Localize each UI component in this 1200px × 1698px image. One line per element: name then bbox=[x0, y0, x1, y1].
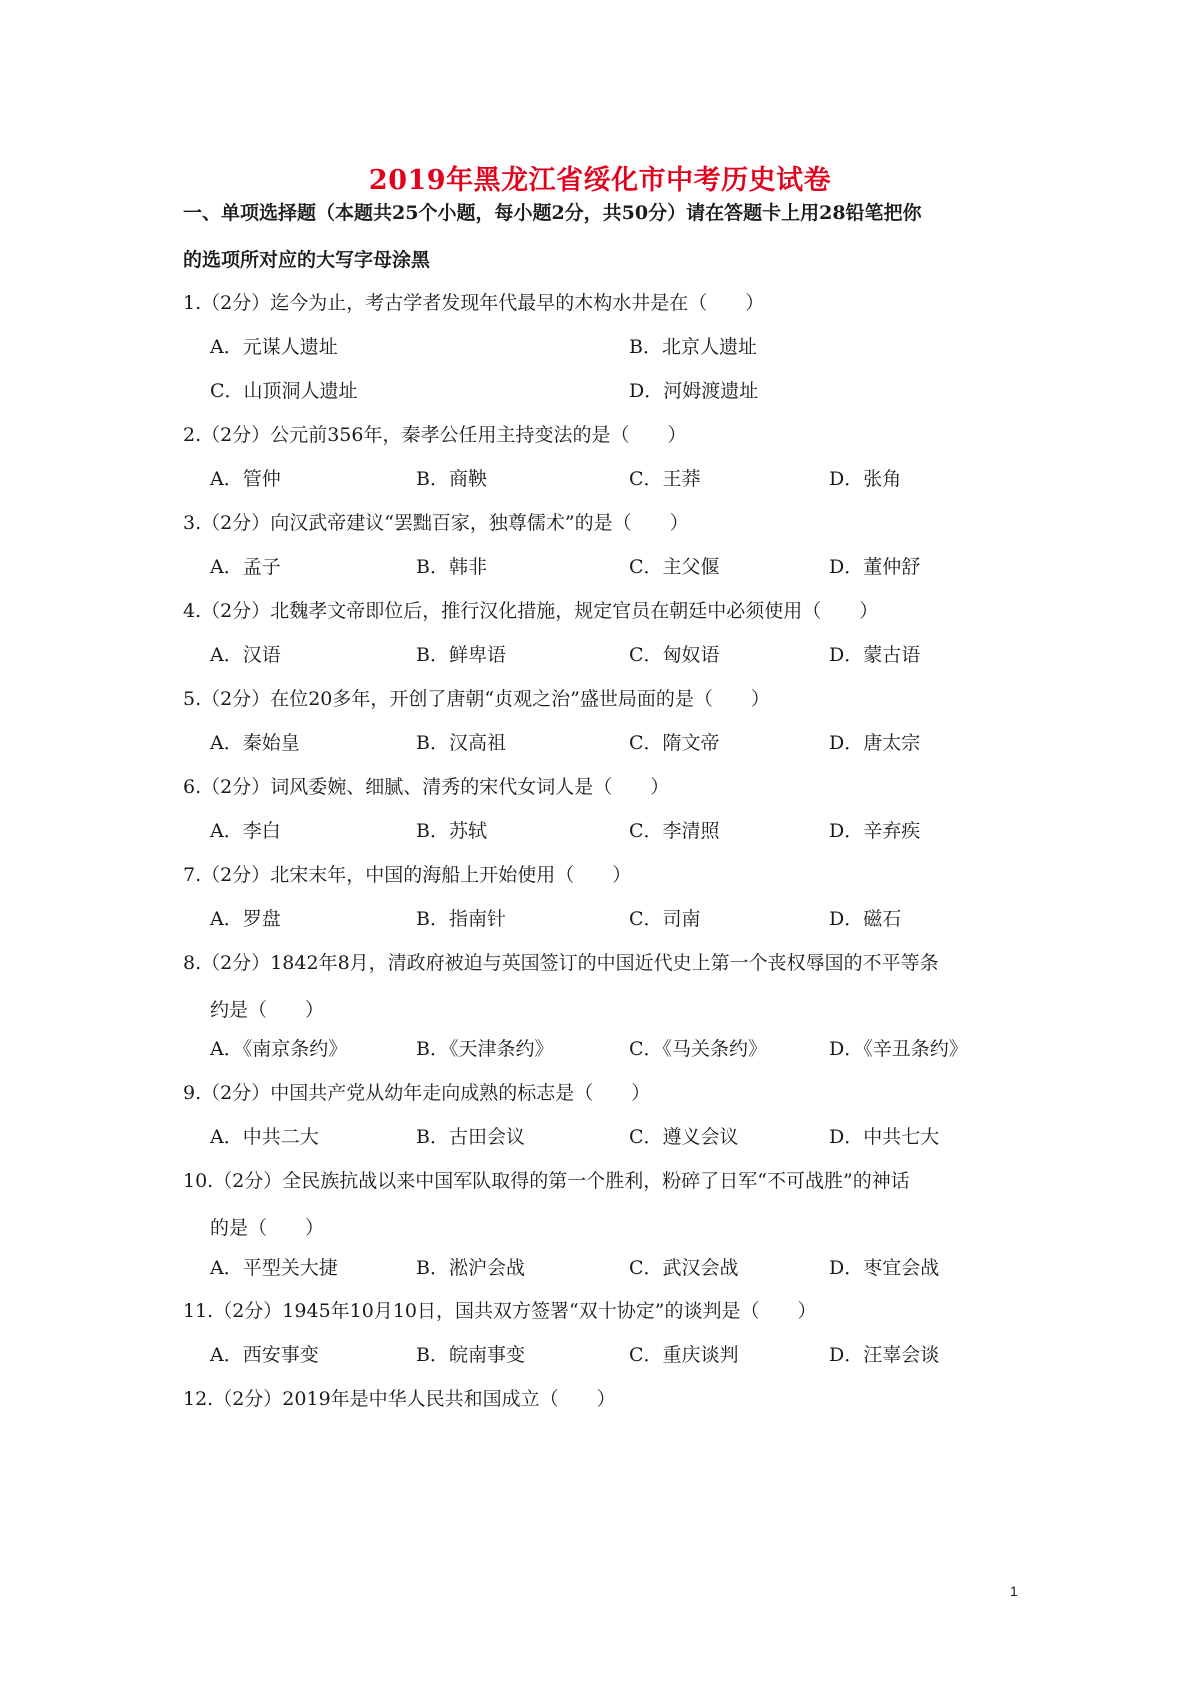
question-text: 11.（2分）1945年10月10日，国共双方签署“双十协定”的谈判是（ ） bbox=[183, 1300, 817, 1322]
option-b: B．淞沪会战 bbox=[416, 1257, 525, 1279]
question-text: 12.（2分）2019年是中华人民共和国成立（ ） bbox=[183, 1388, 616, 1410]
option-c: C．司南 bbox=[629, 908, 701, 930]
question-2 bbox=[183, 412, 1028, 459]
option-a: A．孟子 bbox=[210, 556, 281, 578]
section-heading-line1: 一、单项选择题（本题共25个小题，每小题2分，共50分）请在答题卡上用28铅笔把你 bbox=[183, 202, 922, 224]
question-9 bbox=[183, 1070, 1028, 1117]
option-a: A．管仲 bbox=[210, 468, 281, 490]
option-b: B．商鞅 bbox=[416, 468, 487, 490]
options-10 bbox=[210, 1245, 1030, 1292]
question-12 bbox=[183, 1376, 1028, 1423]
question-text: 8.（2分）1842年8月，清政府被迫与英国签订的中国近代史上第一个丧权辱国的不平等条 bbox=[183, 952, 939, 974]
option-a: A．中共二大 bbox=[210, 1126, 319, 1148]
option-b: B．皖南事变 bbox=[416, 1344, 525, 1366]
option-b: B．古田会议 bbox=[416, 1126, 525, 1148]
option-d: D．董仲舒 bbox=[829, 556, 921, 578]
options-6 bbox=[210, 808, 1030, 855]
section-heading bbox=[183, 190, 1023, 284]
options-7 bbox=[210, 896, 1030, 943]
option-c: C．武汉会战 bbox=[629, 1257, 739, 1279]
question-text: 7.（2分）北宋末年，中国的海船上开始使用（ ） bbox=[183, 864, 632, 886]
option-c: C．《马关条约》 bbox=[629, 1038, 768, 1060]
options-11 bbox=[210, 1332, 1030, 1379]
options-3 bbox=[210, 544, 1030, 591]
question-text: 5.（2分）在位20多年，开创了唐朝“贞观之治”盛世局面的是（ ） bbox=[183, 688, 770, 710]
page-number: 1 bbox=[1010, 1583, 1018, 1599]
question-text-continued: 的是（ ） bbox=[210, 1217, 325, 1239]
option-a: A．李白 bbox=[210, 820, 281, 842]
option-b: B．汉高祖 bbox=[416, 732, 506, 754]
option-d: D．河姆渡遗址 bbox=[629, 380, 759, 402]
section-heading-line2: 的选项所对应的大写字母涂黑 bbox=[183, 249, 431, 271]
options-9 bbox=[210, 1114, 1030, 1161]
option-a: A．秦始皇 bbox=[210, 732, 300, 754]
option-c: C．遵义会议 bbox=[629, 1126, 739, 1148]
question-4 bbox=[183, 588, 1028, 635]
option-d: D．唐太宗 bbox=[829, 732, 921, 754]
option-d: D．辛弃疾 bbox=[829, 820, 921, 842]
question-text: 10.（2分）全民族抗战以来中国军队取得的第一个胜利，粉碎了日军“不可战胜”的神话 bbox=[183, 1170, 910, 1192]
option-d: D．张角 bbox=[829, 468, 902, 490]
option-d: D．中共七大 bbox=[829, 1126, 940, 1148]
option-a: A．平型关大捷 bbox=[210, 1257, 338, 1279]
page-title: 2019年黑龙江省绥化市中考历史试卷 bbox=[368, 165, 832, 196]
question-11 bbox=[183, 1288, 1028, 1335]
option-b: B．苏轼 bbox=[416, 820, 487, 842]
option-d: D．《辛丑条约》 bbox=[829, 1038, 968, 1060]
option-b: B．鲜卑语 bbox=[416, 644, 506, 666]
option-d: D．磁石 bbox=[829, 908, 902, 930]
options-1-row1 bbox=[210, 324, 1030, 371]
option-c: C．隋文帝 bbox=[629, 732, 720, 754]
option-b: B．指南针 bbox=[416, 908, 506, 930]
option-a: A．罗盘 bbox=[210, 908, 281, 930]
question-text-continued: 约是（ ） bbox=[210, 999, 325, 1021]
option-c: C．山顶洞人遗址 bbox=[210, 380, 358, 402]
question-7 bbox=[183, 852, 1028, 899]
option-c: C．主父偃 bbox=[629, 556, 720, 578]
question-text: 4.（2分）北魏孝文帝即位后，推行汉化措施，规定官员在朝廷中必须使用（ ） bbox=[183, 600, 879, 622]
options-2 bbox=[210, 456, 1030, 503]
option-c: C．王莽 bbox=[629, 468, 701, 490]
option-c: C．李清照 bbox=[629, 820, 720, 842]
option-d: D．蒙古语 bbox=[829, 644, 921, 666]
option-a: A．汉语 bbox=[210, 644, 281, 666]
option-a: A．西安事变 bbox=[210, 1344, 319, 1366]
options-1-row2 bbox=[210, 368, 1030, 415]
question-text: 2.（2分）公元前356年，秦孝公任用主持变法的是（ ） bbox=[183, 424, 687, 446]
question-10 bbox=[183, 1158, 1028, 1252]
option-d: D．汪辜会谈 bbox=[829, 1344, 940, 1366]
question-6 bbox=[183, 764, 1028, 811]
question-text: 3.（2分）向汉武帝建议“罢黜百家，独尊儒术”的是（ ） bbox=[183, 512, 689, 534]
options-8 bbox=[210, 1026, 1030, 1073]
options-5 bbox=[210, 720, 1030, 767]
question-text: 6.（2分）词风委婉、细腻、清秀的宋代女词人是（ ） bbox=[183, 776, 670, 798]
question-text: 9.（2分）中国共产党从幼年走向成熟的标志是（ ） bbox=[183, 1082, 651, 1104]
option-b: B．北京人遗址 bbox=[629, 336, 757, 358]
question-8 bbox=[183, 940, 1028, 1034]
option-c: C．匈奴语 bbox=[629, 644, 720, 666]
options-4 bbox=[210, 632, 1030, 679]
option-b: B．韩非 bbox=[416, 556, 487, 578]
question-text: 1.（2分）迄今为止，考古学者发现年代最早的木构水井是在（ ） bbox=[183, 292, 765, 314]
option-a: A．元谋人遗址 bbox=[210, 336, 338, 358]
question-5 bbox=[183, 676, 1028, 723]
option-b: B．《天津条约》 bbox=[416, 1038, 554, 1060]
option-c: C．重庆谈判 bbox=[629, 1344, 739, 1366]
option-d: D．枣宜会战 bbox=[829, 1257, 940, 1279]
question-3 bbox=[183, 500, 1028, 547]
question-1 bbox=[183, 280, 1028, 327]
option-a: A．《南京条约》 bbox=[210, 1038, 348, 1060]
